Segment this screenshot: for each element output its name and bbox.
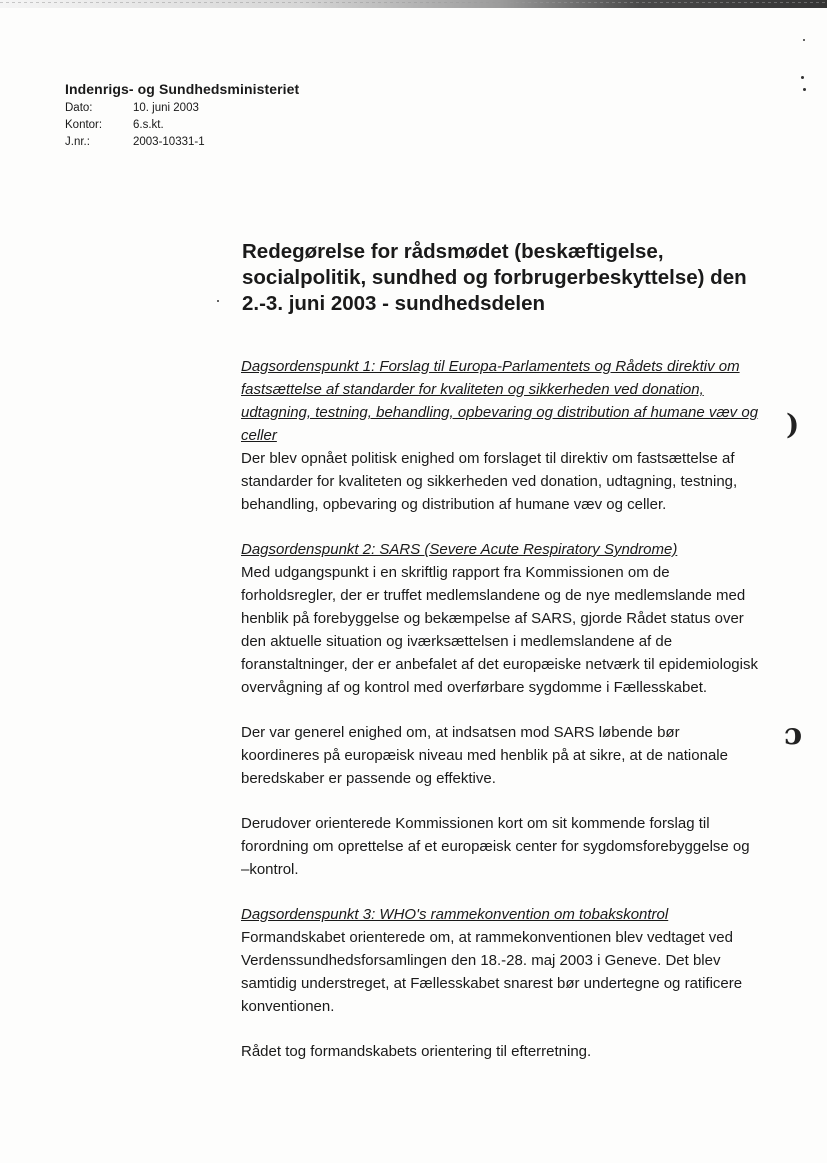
punch-hole-mark: ɔ [784, 717, 803, 752]
agenda-heading: Dagsordenspunkt 1: Forslag til Europa-Parlamentets og Rådets direktiv om fastsættelse af standarder for kvaliteten og sikkerheden ved donation, udtagning, testning, behandling, opbevaring og distribution af humane væv og celler [241, 358, 759, 444]
agenda-section-1 [241, 355, 761, 516]
meta-label: Dato: [65, 102, 93, 114]
agenda-heading: Dagsordenspunkt 2: SARS (Severe Acute Respiratory Syndrome) [241, 541, 678, 558]
scan-speck [803, 88, 806, 91]
document-body [241, 239, 761, 1085]
agenda-section-3 [241, 903, 761, 1063]
document-title: Redegørelse for rådsmødet (beskæftigelse, socialpolitik, sundhed og forbrugerbeskyttelse) den 2.-3. juni 2003 - sundhedsdelen [242, 240, 747, 315]
scan-speck [217, 300, 219, 302]
letterhead [65, 81, 365, 151]
agenda-section-2 [241, 538, 761, 881]
agenda-heading: Dagsordenspunkt 3: WHO's rammekonvention om tobakskontrol [241, 906, 669, 923]
meta-value: 6.s.kt. [133, 119, 164, 131]
ministry-name: Indenrigs- og Sundhedsministeriet [65, 81, 300, 97]
scan-edge-line [0, 2, 827, 3]
paragraph: Med udgangspunkt i en skriftlig rapport fra Kommissionen om de forholdsregler, der er truffet medlemslandene og de nye medlemslande med henblik på forebyggelse og bekæmpelse af SARS, gjorde Rådet status over den aktuelle situation og iværksættelsen i medlemslandene af de foranstaltninger, der er anbefalet af det europæiske netværk til epidemiologisk overvågning af og kontrol med overførbare sygdomme i Fællesskabet. [241, 564, 758, 696]
meta-label: J.nr.: [65, 136, 90, 148]
punch-hole-mark: ) [786, 408, 800, 441]
meta-row-date [65, 100, 365, 117]
scan-speck [803, 39, 805, 41]
paragraph: Formandskabet orienterede om, at rammekonventionen blev vedtaget ved Verdenssundhedsforsamlingen den 18.-28. maj 2003 i Geneve. Det blev samtidig understreget, at Fællesskabet snarest bør undertegne og ratificere konventionen. [241, 929, 743, 1015]
scan-speck [801, 76, 804, 79]
paragraph: Rådet tog formandskabets orientering til efterretning. [241, 1043, 592, 1060]
meta-row-journal [65, 134, 365, 151]
meta-row-office [65, 117, 365, 134]
meta-value: 2003-10331-1 [133, 136, 205, 148]
paragraph: Der var generel enighed om, at indsatsen mod SARS løbende bør koordineres på europæisk niveau med henblik på at sikre, at de nationale beredskaber er passende og effektive. [241, 724, 728, 787]
meta-value: 10. juni 2003 [133, 102, 199, 114]
meta-label: Kontor: [65, 119, 103, 131]
paragraph: Derudover orienterede Kommissionen kort om sit kommende forslag til forordning om oprettelse af et europæisk center for sygdomsforebyggelse og –kontrol. [241, 815, 750, 878]
paragraph: Der blev opnået politisk enighed om forslaget til direktiv om fastsættelse af standarder for kvaliteten og sikkerheden ved donation, udtagning, testning, behandling, opbevaring og distribution af humane væv og celler. [241, 450, 738, 513]
